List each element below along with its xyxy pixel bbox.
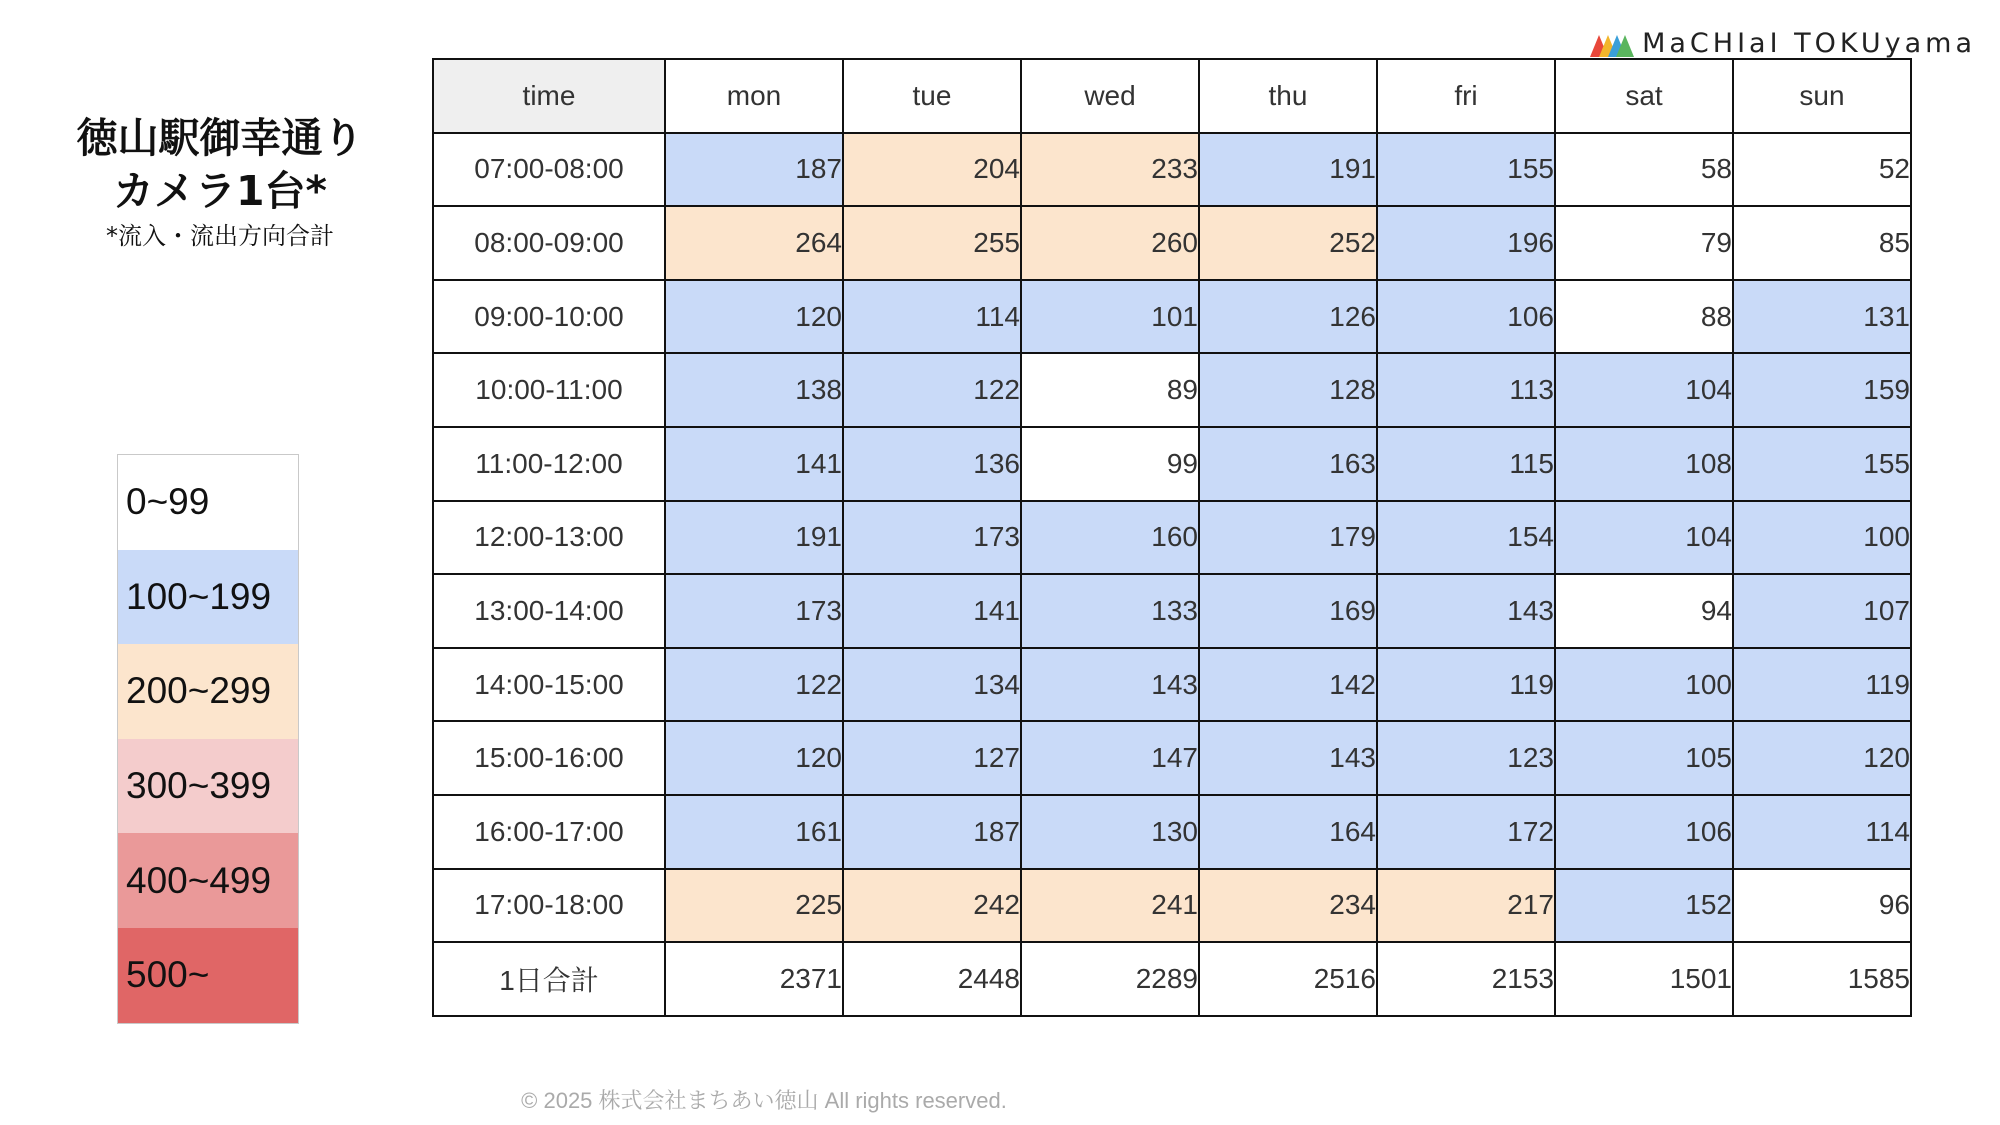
table-row bbox=[433, 427, 1911, 501]
brand bbox=[1590, 28, 1976, 59]
heatmap-cell: 173 bbox=[843, 501, 1021, 575]
heatmap-cell: 242 bbox=[843, 869, 1021, 943]
heatmap-cell: 106 bbox=[1377, 280, 1555, 354]
heatmap-cell: 115 bbox=[1377, 427, 1555, 501]
total-cell: 2516 bbox=[1199, 942, 1377, 1016]
legend-item: 0~99 bbox=[118, 455, 298, 550]
total-cell: 2448 bbox=[843, 942, 1021, 1016]
traffic-heatmap-table bbox=[432, 58, 1912, 1017]
brand-name: MaCHIaI TOKUyama bbox=[1642, 28, 1976, 59]
heatmap-cell: 58 bbox=[1555, 133, 1733, 207]
brand-logo-icon bbox=[1590, 31, 1634, 57]
heatmap-cell: 154 bbox=[1377, 501, 1555, 575]
total-cell: 1585 bbox=[1733, 942, 1911, 1016]
heatmap-cell: 123 bbox=[1377, 721, 1555, 795]
column-header-wed: wed bbox=[1021, 59, 1199, 133]
heatmap-cell: 225 bbox=[665, 869, 843, 943]
heatmap-cell: 101 bbox=[1021, 280, 1199, 354]
heatmap-cell: 159 bbox=[1733, 353, 1911, 427]
heatmap-cell: 143 bbox=[1199, 721, 1377, 795]
heatmap-cell: 120 bbox=[1733, 721, 1911, 795]
table-row bbox=[433, 574, 1911, 648]
heatmap-cell: 264 bbox=[665, 206, 843, 280]
heatmap-cell: 160 bbox=[1021, 501, 1199, 575]
heatmap-cell: 94 bbox=[1555, 574, 1733, 648]
heatmap-cell: 89 bbox=[1021, 353, 1199, 427]
heatmap-cell: 164 bbox=[1199, 795, 1377, 869]
heatmap-cell: 147 bbox=[1021, 721, 1199, 795]
column-header-tue: tue bbox=[843, 59, 1021, 133]
heatmap-cell: 172 bbox=[1377, 795, 1555, 869]
total-row bbox=[433, 942, 1911, 1016]
table-row bbox=[433, 353, 1911, 427]
heatmap-cell: 196 bbox=[1377, 206, 1555, 280]
heatmap-cell: 141 bbox=[665, 427, 843, 501]
column-header-mon: mon bbox=[665, 59, 843, 133]
legend-item: 400~499 bbox=[118, 833, 298, 928]
heatmap-cell: 104 bbox=[1555, 501, 1733, 575]
table-row bbox=[433, 869, 1911, 943]
heatmap-cell: 100 bbox=[1733, 501, 1911, 575]
table-row bbox=[433, 280, 1911, 354]
heatmap-cell: 155 bbox=[1377, 133, 1555, 207]
heatmap-cell: 187 bbox=[843, 795, 1021, 869]
heatmap-cell: 114 bbox=[1733, 795, 1911, 869]
heatmap-cell: 152 bbox=[1555, 869, 1733, 943]
color-legend bbox=[117, 454, 299, 1024]
row-label-time: 16:00-17:00 bbox=[433, 795, 665, 869]
row-label-time: 07:00-08:00 bbox=[433, 133, 665, 207]
row-label-time: 12:00-13:00 bbox=[433, 501, 665, 575]
header-row bbox=[433, 59, 1911, 133]
legend-item: 200~299 bbox=[118, 644, 298, 739]
table-row bbox=[433, 795, 1911, 869]
heatmap-cell: 133 bbox=[1021, 574, 1199, 648]
heatmap-cell: 122 bbox=[843, 353, 1021, 427]
row-label-time: 08:00-09:00 bbox=[433, 206, 665, 280]
heatmap-cell: 104 bbox=[1555, 353, 1733, 427]
heatmap-cell: 126 bbox=[1199, 280, 1377, 354]
page-subtitle-note: *流入・流出方向合計 bbox=[106, 222, 334, 250]
heatmap-cell: 119 bbox=[1733, 648, 1911, 722]
title-block bbox=[40, 112, 400, 252]
legend-item: 300~399 bbox=[118, 739, 298, 834]
table-row bbox=[433, 721, 1911, 795]
heatmap-cell: 191 bbox=[665, 501, 843, 575]
heatmap-cell: 138 bbox=[665, 353, 843, 427]
total-cell: 2371 bbox=[665, 942, 843, 1016]
total-row-label: 1日合計 bbox=[433, 942, 665, 1016]
column-header-sat: sat bbox=[1555, 59, 1733, 133]
heatmap-cell: 88 bbox=[1555, 280, 1733, 354]
row-label-time: 13:00-14:00 bbox=[433, 574, 665, 648]
total-cell: 1501 bbox=[1555, 942, 1733, 1016]
column-header-time: time bbox=[433, 59, 665, 133]
heatmap-cell: 119 bbox=[1377, 648, 1555, 722]
heatmap-cell: 163 bbox=[1199, 427, 1377, 501]
total-cell: 2153 bbox=[1377, 942, 1555, 1016]
heatmap-cell: 113 bbox=[1377, 353, 1555, 427]
column-header-fri: fri bbox=[1377, 59, 1555, 133]
heatmap-cell: 179 bbox=[1199, 501, 1377, 575]
row-label-time: 11:00-12:00 bbox=[433, 427, 665, 501]
heatmap-cell: 105 bbox=[1555, 721, 1733, 795]
heatmap-cell: 108 bbox=[1555, 427, 1733, 501]
row-label-time: 17:00-18:00 bbox=[433, 869, 665, 943]
heatmap-cell: 141 bbox=[843, 574, 1021, 648]
row-label-time: 14:00-15:00 bbox=[433, 648, 665, 722]
row-label-time: 10:00-11:00 bbox=[433, 353, 665, 427]
heatmap-cell: 122 bbox=[665, 648, 843, 722]
row-label-time: 15:00-16:00 bbox=[433, 721, 665, 795]
column-header-thu: thu bbox=[1199, 59, 1377, 133]
table-row bbox=[433, 206, 1911, 280]
heatmap-cell: 191 bbox=[1199, 133, 1377, 207]
page-title-camera: カメラ1台* bbox=[113, 167, 327, 215]
heatmap-cell: 99 bbox=[1021, 427, 1199, 501]
heatmap-cell: 161 bbox=[665, 795, 843, 869]
table-row bbox=[433, 501, 1911, 575]
heatmap-cell: 120 bbox=[665, 721, 843, 795]
heatmap-cell: 255 bbox=[843, 206, 1021, 280]
table-row bbox=[433, 133, 1911, 207]
heatmap-cell: 128 bbox=[1199, 353, 1377, 427]
heatmap-cell: 85 bbox=[1733, 206, 1911, 280]
row-label-time: 09:00-10:00 bbox=[433, 280, 665, 354]
heatmap-cell: 143 bbox=[1021, 648, 1199, 722]
heatmap-cell: 136 bbox=[843, 427, 1021, 501]
heatmap-cell: 252 bbox=[1199, 206, 1377, 280]
heatmap-cell: 131 bbox=[1733, 280, 1911, 354]
heatmap-cell: 106 bbox=[1555, 795, 1733, 869]
page-title: 徳山駅御幸通り bbox=[76, 114, 364, 162]
heatmap-cell: 120 bbox=[665, 280, 843, 354]
heatmap-cell: 142 bbox=[1199, 648, 1377, 722]
heatmap-cell: 52 bbox=[1733, 133, 1911, 207]
legend-item: 100~199 bbox=[118, 550, 298, 645]
heatmap-cell: 143 bbox=[1377, 574, 1555, 648]
heatmap-cell: 173 bbox=[665, 574, 843, 648]
column-header-sun: sun bbox=[1733, 59, 1911, 133]
heatmap-cell: 241 bbox=[1021, 869, 1199, 943]
heatmap-cell: 169 bbox=[1199, 574, 1377, 648]
copyright-text: © 2025 株式会社まちあい徳山 All rights reserved. bbox=[521, 1088, 1007, 1113]
heatmap-cell: 127 bbox=[843, 721, 1021, 795]
heatmap-cell: 130 bbox=[1021, 795, 1199, 869]
total-cell: 2289 bbox=[1021, 942, 1199, 1016]
heatmap-cell: 114 bbox=[843, 280, 1021, 354]
heatmap-cell: 134 bbox=[843, 648, 1021, 722]
heatmap-cell: 204 bbox=[843, 133, 1021, 207]
heatmap-cell: 217 bbox=[1377, 869, 1555, 943]
heatmap-cell: 107 bbox=[1733, 574, 1911, 648]
heatmap-cell: 260 bbox=[1021, 206, 1199, 280]
heatmap-cell: 79 bbox=[1555, 206, 1733, 280]
heatmap-cell: 96 bbox=[1733, 869, 1911, 943]
heatmap-cell: 100 bbox=[1555, 648, 1733, 722]
heatmap-cell: 233 bbox=[1021, 133, 1199, 207]
table-row bbox=[433, 648, 1911, 722]
heatmap-cell: 155 bbox=[1733, 427, 1911, 501]
heatmap-cell: 187 bbox=[665, 133, 843, 207]
legend-item: 500~ bbox=[118, 928, 298, 1023]
heatmap-cell: 234 bbox=[1199, 869, 1377, 943]
